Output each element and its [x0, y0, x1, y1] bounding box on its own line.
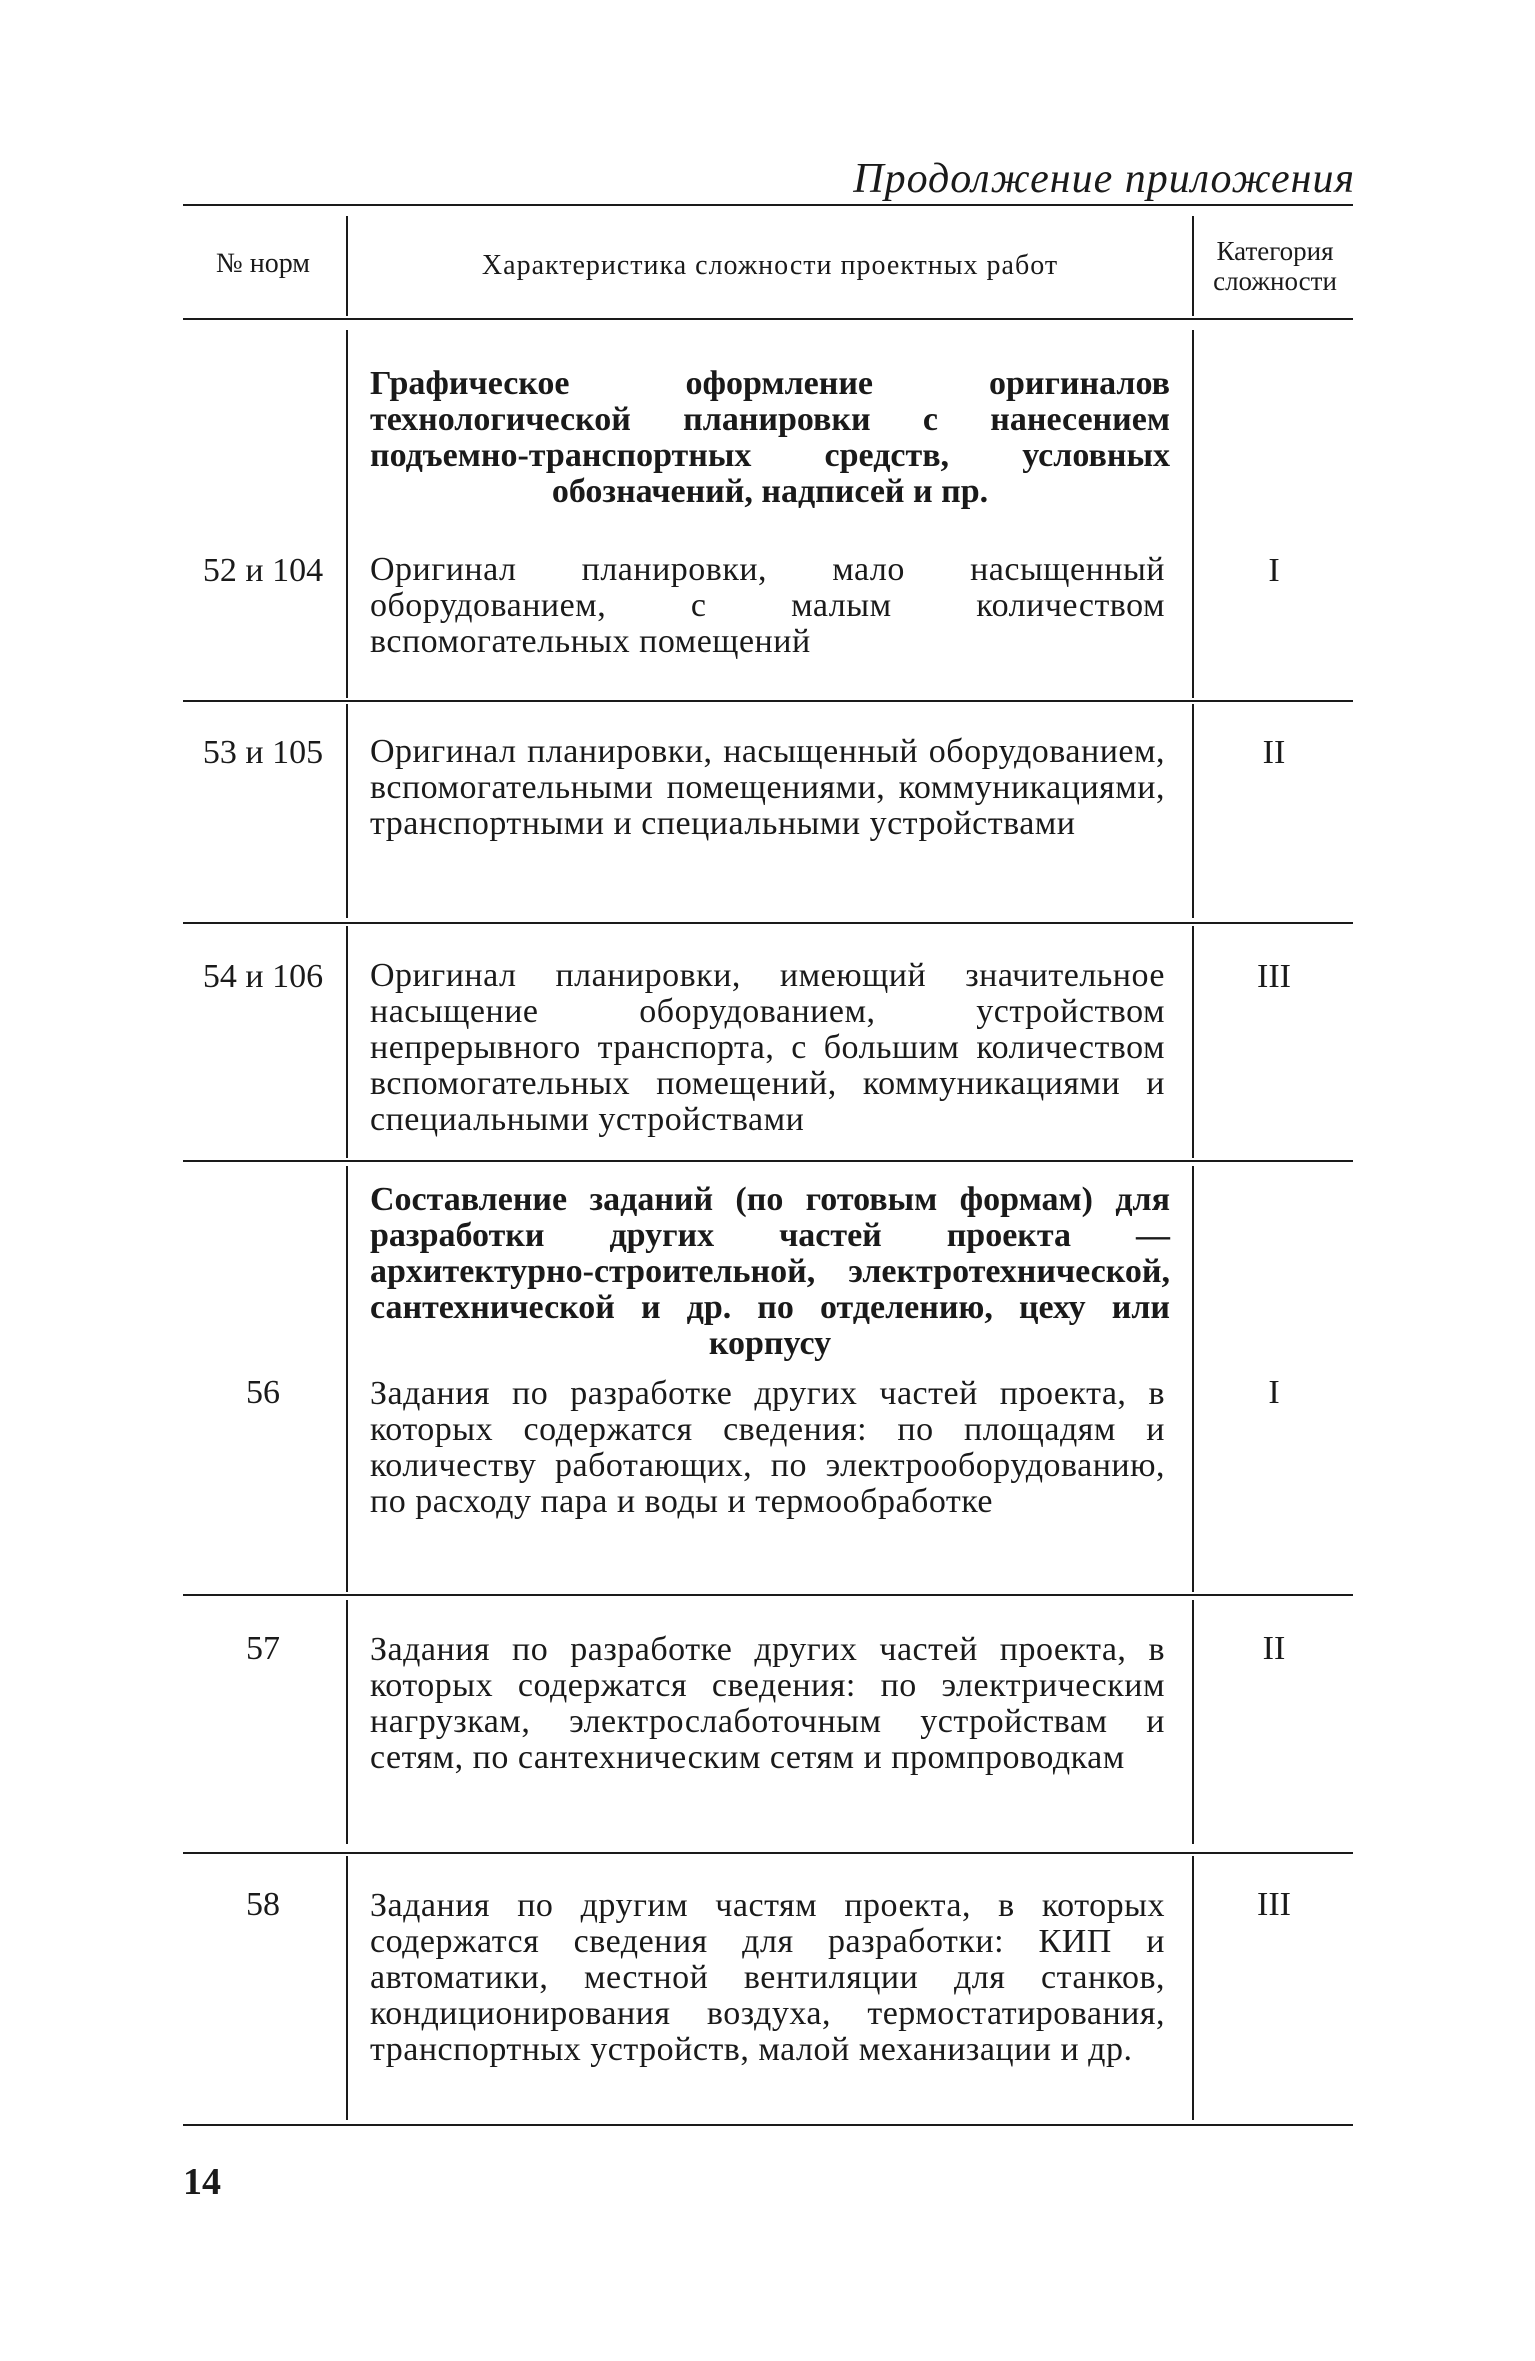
row-category: III: [1257, 958, 1291, 995]
row-rule: [183, 1852, 1353, 1854]
row-divider: [1192, 926, 1194, 1158]
row-divider: [1192, 1166, 1194, 1592]
row-divider: [1192, 1600, 1194, 1844]
header-bottom-rule: [183, 318, 1353, 320]
row-description: Оригинал планировки, мало насыщенный оборудованием, с малым количеством вспомогательных помещений: [370, 551, 1165, 660]
row-num: 58: [246, 1886, 280, 1923]
row-divider: [346, 926, 348, 1158]
row-num: 54 и 106: [202, 958, 324, 995]
column-header-num: № норм: [216, 248, 310, 279]
page-number: 14: [183, 2161, 221, 2203]
row-rule: [183, 700, 1353, 702]
row-divider: [1192, 330, 1194, 698]
row-rule: [183, 1160, 1353, 1162]
row-category: I: [1268, 552, 1280, 589]
row-category: III: [1257, 1886, 1291, 1923]
header-divider-1: [346, 216, 348, 316]
row-description: Задания по разработке других частей проекта, в которых содержатся сведения: по площадям и количеству работающих, по электрооборудованию, по расходу пара и воды и термообработке: [370, 1375, 1165, 1520]
row-num: 53 и 105: [202, 734, 324, 771]
column-header-category: Категория сложности: [1213, 236, 1337, 296]
row-description: Оригинал планировки, насыщенный оборудованием, вспомогательными помещениями, коммуникациями, транспортными и специальными устройствами: [370, 733, 1165, 842]
header-divider-2: [1192, 216, 1194, 316]
section-heading-tasks: Составление заданий (по готовым формам) для разработки других частей проекта — архитектурно-строительной, электротехнической, сантехнической и др. по отделению, цеху или корпусу: [370, 1181, 1170, 1362]
row-description: Оригинал планировки, имеющий значительное насыщение оборудованием, устройством непрерывного транспорта, с большим количеством вспомогательных помещений, коммуникациями и специальными устройствами: [370, 957, 1165, 1138]
column-header-description: Характеристика сложности проектных работ: [481, 250, 1059, 281]
row-divider: [346, 704, 348, 918]
row-category: I: [1268, 1374, 1280, 1411]
row-rule: [183, 922, 1353, 924]
table-bottom-rule: [183, 2124, 1353, 2126]
row-divider: [346, 1166, 348, 1592]
row-num: 56: [246, 1374, 280, 1411]
section-heading-graphics: Графическое оформление оригиналов технологической планировки с нанесением подъемно-транспортных средств, условных обозначений, надписей и пр.: [370, 365, 1170, 510]
row-num: 57: [246, 1630, 280, 1667]
row-divider: [346, 1856, 348, 2120]
row-description: Задания по другим частям проекта, в которых содержатся сведения для разработки: КИП и автоматики, местной вентиляции для станков, кондиционирования воздуха, термостатирования, транспортных устройств, малой механизации и др.: [370, 1887, 1165, 2068]
row-rule: [183, 1594, 1353, 1596]
row-category: II: [1262, 734, 1286, 771]
row-num: 52 и 104: [202, 552, 324, 589]
row-divider: [346, 330, 348, 698]
continuation-note: Продолжение приложения: [853, 156, 1355, 202]
row-divider: [1192, 704, 1194, 918]
row-divider: [1192, 1856, 1194, 2120]
row-category: II: [1262, 1630, 1286, 1667]
row-divider: [346, 1600, 348, 1844]
row-description: Задания по разработке других частей проекта, в которых содержатся сведения: по электрическим нагрузкам, электрослаботочным устройствам и сетям, по сантехническим сетям и промпроводкам: [370, 1631, 1165, 1776]
table-top-rule: [183, 204, 1353, 206]
